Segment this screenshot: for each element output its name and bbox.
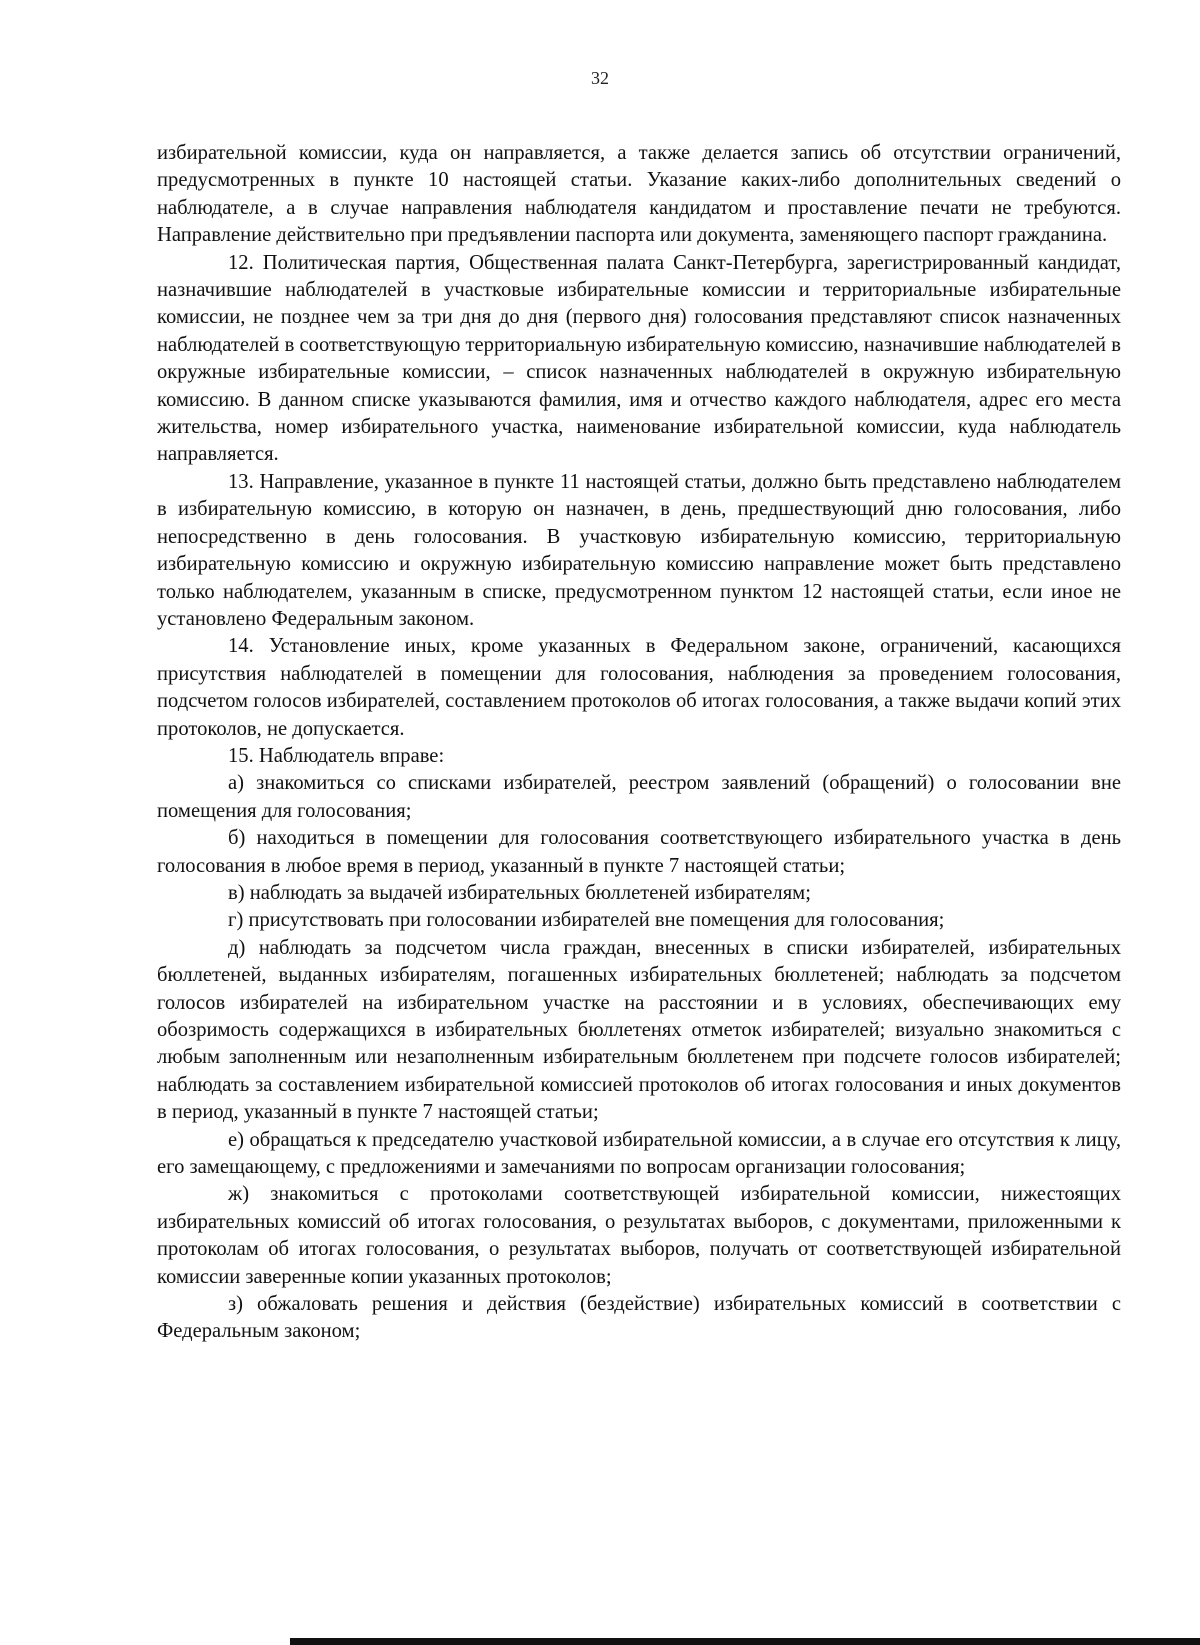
page-number: 32 <box>591 68 609 88</box>
paragraph-item-14: 14. Установление иных, кроме указанных в Федеральном законе, ограничений, касающихся присутствия наблюдателей в помещении для голосования, наблюдения за проведением голосования, подсчетом голосов избирателей, составлением протоколов об итогах голосования, а также выдачи копий этих протоколов, не допускается. <box>157 635 1121 740</box>
paragraph-continuation: избирательной комиссии, куда он направляется, а также делается запись об отсутствии ограничений, предусмотренных в пункте 10 настоящей статьи. Указание каких-либо дополнительных сведений о наблюдателе, а в случае направления наблюдателя кандидатом и проставление печати не требуются. Направление действительно при предъявлении паспорта или документа, заменяющего паспорт гражданина. <box>157 142 1121 247</box>
subitem-e: е) обращаться к председателю участковой избирательной комиссии, а в случае его отсутствия к лицу, его замещающему, с предложениями и замечаниями по вопросам организации голосования; <box>157 1128 1121 1179</box>
subitem-z: з) обжаловать решения и действия (бездействие) избирательных комиссий в соответствии с Федеральным законом; <box>157 1293 1121 1343</box>
paragraph-item-13: 13. Направление, указанное в пункте 11 настоящей статьи, должно быть представлено наблюдателем в избирательную комиссию, в которую он назначен, в день, предшествующий дню голосования, либо непосредственно в день голосования. В участковую избирательную комиссию, территориальную избирательную комиссию и окружную избирательную комиссию направление может быть представлено только наблюдателем, указанным в списке, предусмотренном пунктом 12 настоящей статьи, если иное не установлено Федеральным законом. <box>157 470 1121 630</box>
document-body <box>157 140 1121 1346</box>
subitem-b: б) находиться в помещении для голосования соответствующего избирательного участка в день голосования в любое время в период, указанный в пункте 7 настоящей статьи; <box>157 827 1121 877</box>
subitem-zh: ж) знакомиться с протоколами соответствующей избирательной комиссии, нижестоящих избирательных комиссий об итогах голосования, о результатах выборов, с документами, приложенными к протоколам об итогах голосования, о результатах выборов, получать от соответствующей избирательной комиссии заверенные копии указанных протоколов; <box>157 1183 1121 1288</box>
paragraph-item-15: 15. Наблюдатель вправе: <box>228 744 445 767</box>
subitem-d: д) наблюдать за подсчетом числа граждан, внесенных в списки избирателей, избирательных бюллетеней, выданных избирателям, погашенных избирательных бюллетеней; наблюдать за подсчетом голосов избирателей на избирательном участке на расстоянии и в условиях, обеспечивающих ему обозримость содержащихся в избирательных бюллетенях отметок избирателей; визуально знакомиться с любым заполненным или незаполненным избирательным бюллетенем при подсчете голосов избирателей; наблюдать за составлением избирательной комиссией протоколов об итогах голосования и иных документов в период, указанный в пункте 7 настоящей статьи; <box>157 936 1121 1124</box>
subitem-v: в) наблюдать за выдачей избирательных бюллетеней избирателям; <box>228 881 811 904</box>
subitem-g: г) присутствовать при голосовании избирателей вне помещения для голосования; <box>228 909 945 932</box>
scan-bottom-border <box>290 1638 1200 1645</box>
subitem-a: а) знакомиться со списками избирателей, реестром заявлений (обращений) о голосовании вне помещения для голосования; <box>157 772 1121 822</box>
paragraph-item-12: 12. Политическая партия, Общественная палата Санкт-Петербурга, зарегистрированный кандидат, назначившие наблюдателей в участковые избирательные комиссии и территориальные избирательные комиссии, не позднее чем за три дня до дня (первого дня) голосования представляют список назначенных наблюдателей в соответствующую территориальную избирательную комиссию, назначившие наблюдателей в окружные избирательные комиссии, – список назначенных наблюдателей в окружную избирательную комиссию. В данном списке указываются фамилия, имя и отчество каждого наблюдателя, адрес его места жительства, номер избирательного участка, наименование избирательной комиссии, куда наблюдатель направляется. <box>157 251 1121 466</box>
